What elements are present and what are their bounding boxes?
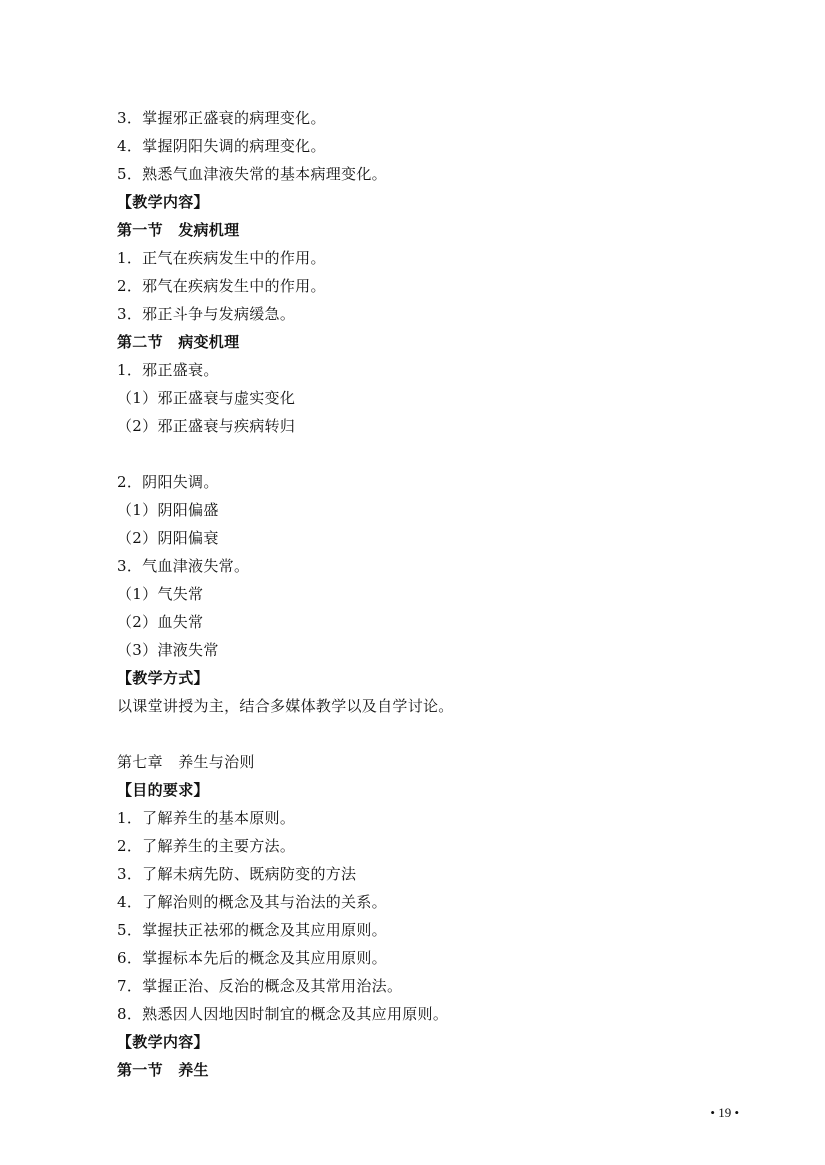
paragraph-gap bbox=[117, 440, 737, 468]
content-item: 1．邪正盛衰。 bbox=[117, 361, 219, 379]
subsection-title: 第一节 养生 bbox=[117, 1061, 209, 1079]
content-subitem: （3）津液失常 bbox=[117, 641, 219, 659]
content-item: 3．气血津液失常。 bbox=[117, 557, 250, 575]
objective-item: 4．了解治则的概念及其与治法的关系。 bbox=[117, 893, 387, 911]
objective-item: 2．了解养生的主要方法。 bbox=[117, 837, 296, 855]
section-heading-objectives: 【目的要求】 bbox=[117, 781, 209, 799]
content-subitem: （1）邪正盛衰与虚实变化 bbox=[117, 389, 296, 407]
objective-item: 1．了解养生的基本原则。 bbox=[117, 809, 296, 827]
page-content bbox=[117, 104, 737, 1084]
section-heading-teaching-content: 【教学内容】 bbox=[117, 193, 209, 211]
objective-item: 5．掌握扶正祛邪的概念及其应用原则。 bbox=[117, 921, 387, 939]
subsection-title: 第一节 发病机理 bbox=[117, 221, 240, 239]
content-subitem: （2）血失常 bbox=[117, 613, 204, 631]
content-subitem: （2）邪正盛衰与疾病转归 bbox=[117, 417, 296, 435]
objective-item: 5．熟悉气血津液失常的基本病理变化。 bbox=[117, 165, 387, 183]
objective-item: 3．了解未病先防、既病防变的方法 bbox=[117, 865, 357, 883]
objective-item: 8．熟悉因人因地因时制宜的概念及其应用原则。 bbox=[117, 1005, 449, 1023]
subsection-title: 第二节 病变机理 bbox=[117, 333, 240, 351]
page-number: • 19 • bbox=[710, 1105, 739, 1120]
objective-item: 7．掌握正治、反治的概念及其常用治法。 bbox=[117, 977, 403, 995]
paragraph-gap bbox=[117, 720, 737, 748]
content-item: 3．邪正斗争与发病缓急。 bbox=[117, 305, 296, 323]
content-subitem: （2）阴阳偏衰 bbox=[117, 529, 219, 547]
chapter-title: 第七章 养生与治则 bbox=[117, 753, 255, 771]
objective-item: 6．掌握标本先后的概念及其应用原则。 bbox=[117, 949, 387, 967]
objective-item: 3．掌握邪正盛衰的病理变化。 bbox=[117, 109, 326, 127]
content-subitem: （1）气失常 bbox=[117, 585, 204, 603]
content-item: 2．邪气在疾病发生中的作用。 bbox=[117, 277, 326, 295]
content-item: 1．正气在疾病发生中的作用。 bbox=[117, 249, 326, 267]
section-heading-teaching-content: 【教学内容】 bbox=[117, 1033, 209, 1051]
teaching-method-text: 以课堂讲授为主，结合多媒体教学以及自学讨论。 bbox=[117, 697, 454, 715]
content-item: 2．阴阳失调。 bbox=[117, 473, 219, 491]
objective-item: 4．掌握阴阳失调的病理变化。 bbox=[117, 137, 326, 155]
content-subitem: （1）阴阳偏盛 bbox=[117, 501, 219, 519]
section-heading-teaching-method: 【教学方式】 bbox=[117, 669, 209, 687]
